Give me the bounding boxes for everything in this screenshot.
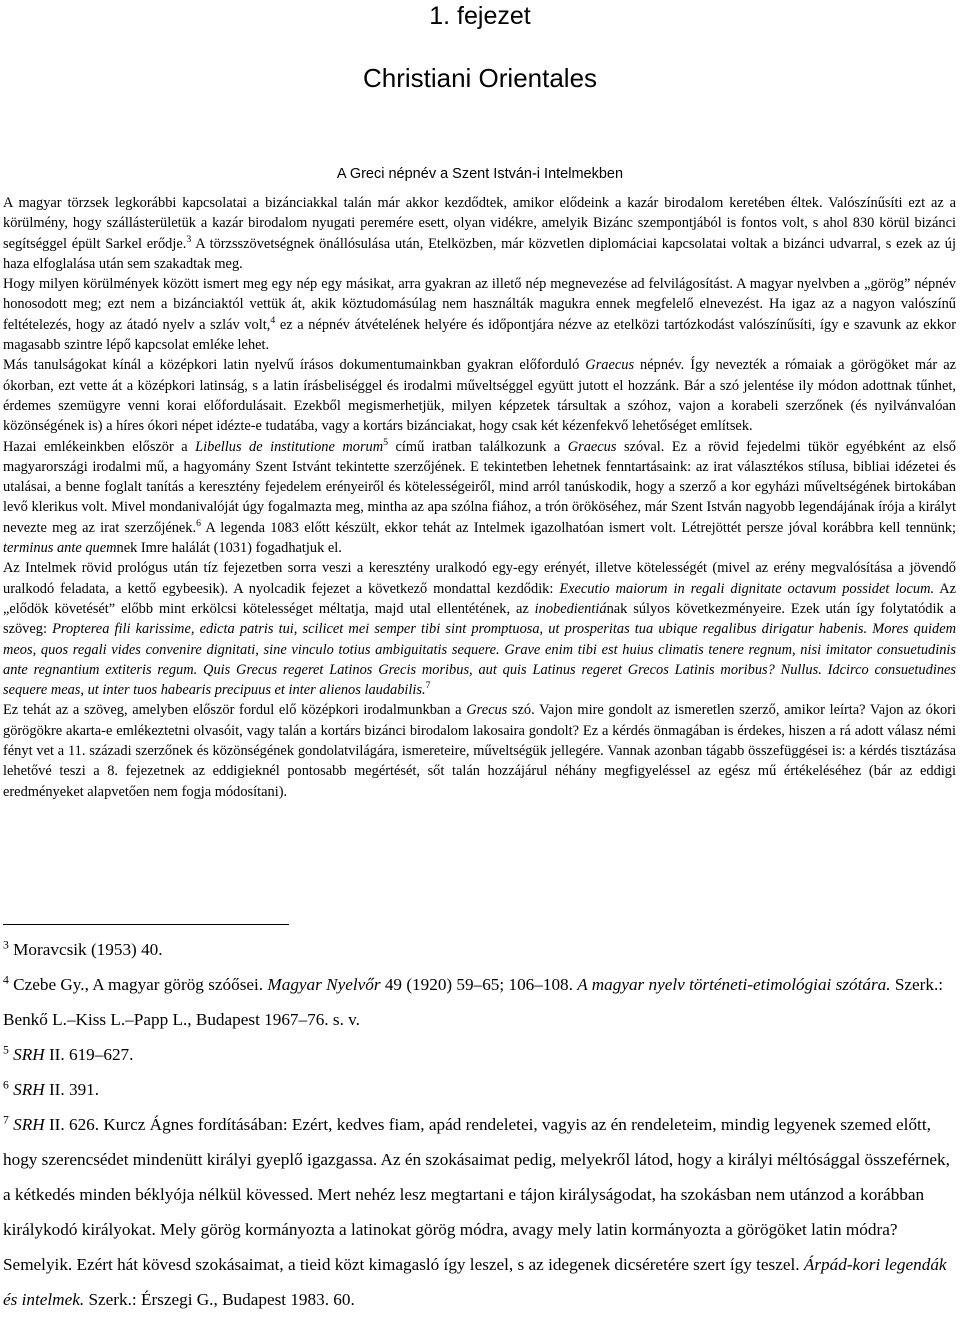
text-run: Szerk.: Benkő L.–Kiss L.–Papp L., Budapest 1967–76. s. v. <box>3 975 944 1029</box>
text-run: nak súlyos következményeire. Ezek után így folytatódik a szöveg: <box>3 600 956 638</box>
text-run: A legenda 1083 előtt készült, ekkor tehát az Intelmek igazolhatóan ismert volt. Létrejöttét persze jóval korábbra kell tennünk; <box>200 519 956 536</box>
text-run: Az Intelmek rövid prológus után tíz fejezetben sorra veszi a keresztény uralkodó egy-egy erényét, illetve kötelességét (mivel az erény megvalósítása a jövendő uralkodó feladata, a kettő egybeesik). A nyolcadik fejezet a következő mondattal kezdődik: <box>3 560 956 597</box>
chapter-title: Christiani Orientales <box>362 63 598 93</box>
footnote-5 <box>3 1037 958 1072</box>
footnote-separator <box>3 924 289 925</box>
italic-term: A magyar nyelv történeti-etimológiai szótára. <box>577 975 891 994</box>
footnote-number: 6 <box>3 1078 9 1092</box>
paragraph-4 <box>3 437 956 559</box>
italic-term: Graecus <box>585 357 635 374</box>
chapter-heading: 1. fejezet <box>429 2 531 30</box>
italic-term: Graecus <box>567 438 617 455</box>
footnote-number: 4 <box>3 973 9 987</box>
footnotes <box>3 932 958 1317</box>
footnote-number: 7 <box>3 1113 9 1127</box>
text-run: népnév. Így nevezték a rómaiak a görögöket már az ókorban, ezt vette át a középkori latinság, s a latin írásbeliséggel és irodalmi műveltséggel együtt jutott el hozzánk. Bár a szó jelentése ily módon adottnak tűnhet, érdemes szemügyre venni korai előfordulásait. Ezekből megismerhetjük, milyen képzetek társultak a szóhoz, vajon a korabeli szerzőnek (és nyilvánvalóan közönségének is) a híres ókori népet idézte-e tudatába, vagy a kortárs bizánciakat, hogy csak két kézenfekvő lehetőséget említsek. <box>3 357 956 435</box>
footnote-ref-6[interactable]: 6 <box>196 517 201 529</box>
text-run: 49 (1920) 59–65; 106–108. <box>380 975 578 994</box>
italic-term: Libellus de institutione morum <box>195 438 384 455</box>
footnote-ref-4[interactable]: 4 <box>270 314 276 326</box>
footnote-ref-5[interactable]: 5 <box>383 436 389 448</box>
text-run: Szerk.: Érszegi G., Budapest 1983. 60. <box>84 1290 355 1309</box>
italic-term: Árpád-kori legendák és intelmek. <box>3 1255 947 1309</box>
text-run: Más tanulságokat kínál a középkori latin nyelvű írásos dokumentumainkban gyakran előforduló <box>3 357 586 374</box>
footnote-3 <box>3 932 958 967</box>
italic-term: terminus ante quem <box>3 540 117 557</box>
text-run: Ez tehát az a szöveg, amelyben először fordul elő középkori irodalmunkban a <box>3 702 467 719</box>
italic-quote: Executio maiorum in regali dignitate octavum possidet locum. <box>559 580 935 597</box>
italic-term: Grecus <box>466 702 508 719</box>
italic-term: SRH <box>13 1045 45 1064</box>
text-run: A törzsszövetségnek önállósulása után, Etelközben, már közvetlen diplomáciai kapcsolatai voltak a bizánci udvarral, s ezek az új haza elfoglalása után sem szakadtak meg. <box>3 235 956 272</box>
paragraph-5 <box>3 558 956 700</box>
text-run: II. 619–627. <box>44 1045 134 1064</box>
text-run: Hogy milyen körülmények között ismert meg egy nép egy másikat, arra gyakran az illető nép megnevezése ad felvilágosítást. A magyar nyelvben a „görög” népnév honosodott meg; ezt nem a bizánciaktól vettük át, akik köztudomásúlag nem használták magukra ennek megfelelő elnevezést. Ha igaz az a nagyon valószínű feltételezés, hogy az átadó nyelv a szláv volt, <box>3 276 956 333</box>
text-run: II. 626. Kurcz Ágnes fordításában: Ezért, kedves fiam, apád rendeletei, vagyis az én rendeleteim, mindig legyenek szemed előtt, hogy szerencsédet mindenütt királyi gyeplő igazgassa. Az én szokásaimat pedig, melyekről látod, hogy a királyi méltósággal összeférnek, a kétkedés minden béklyója nélkül kövessed. Mert nehéz lesz megtartani e tájon királyságodat, ha szokásban nem utánzod a korábban királykodó királyokat. Mely görög kormányozta a latinokat görög módra, avagy mely latin kormányozta a görögöket latin módra? Semelyik. Ezért hát kövesd szokásaimat, a tieid közt kimagasló így leszel, s az idegenek dicséretére szert így teszel. <box>3 1115 950 1274</box>
italic-term: inobedientiá <box>534 600 607 617</box>
footnote-6 <box>3 1072 958 1107</box>
text-run: A magyar törzsek legkorábbi kapcsolatai a bizánciakkal talán már akkor kezdődtek, amikor elődeink a kazár birodalom keretében éltek. Valószínűsíti ezt az a körülmény, hogy szállásterületük a kazár birodalom nyugati peremére esett, olyan vidékre, amelyik Bizánc szempontjából is fontos volt, s ahol 830 körül bizánci segítséggel épült Sarkel erődje. <box>3 195 956 252</box>
text-run: Hazai emlékeinkben először a <box>3 438 196 455</box>
text-run: című iratban találkozunk a <box>388 438 568 455</box>
footnote-4 <box>3 967 958 1037</box>
italic-term: Magyar Nyelvőr <box>267 975 381 994</box>
text-run: ez a népnév átvételének helyére és időpontjára nézve az etelközi tartózkodást valószínűsíti, így e szavunk az ekkor magasabb szintre lépő kapcsolat emléke lehet. <box>3 316 956 354</box>
text-run: nek Imre halálát (1031) fogadhatjuk el. <box>116 540 342 557</box>
paragraph-1 <box>3 193 956 274</box>
body-text <box>3 193 956 802</box>
text-run: szóval. Ez a rövid fejedelmi tükör egyébként az első magyarországi irodalmi mű, a hagyomány Szent Istvánt tekintette szerzőjének. E tekintetben lehetnek fenntartásaink: az irat választékos stílusa, bibliai idézetei és utalásai, a benne foglalt tanítás a keresztény fejedelem erényeiről és kötelességeiről, mind arról tanúskodik, hogy a szerző a kor egyházi műveltségének birtokában levő klerikus volt. Mivel mondanivalóját úgy fogalmazta meg, mintha az apa szólna fiához, a trón örököséhez, már Szent István nagyobb legendájának írója a királyt nevezte meg az irat szerzőjének. <box>3 438 956 536</box>
footnote-ref-7[interactable]: 7 <box>425 680 431 692</box>
footnote-7 <box>3 1107 958 1317</box>
text-run: Moravcsik (1953) 40. <box>8 940 163 959</box>
footnote-ref-3[interactable]: 3 <box>186 233 192 245</box>
text-run: Az „elődök követését” előbb mint erkölcsi kötelességet méltatja, majd utal ellentétének, az <box>3 580 956 617</box>
italic-term: SRH <box>13 1115 45 1134</box>
italic-quote: Propterea fili karissime, edicta patris tui, scilicet mei semper tibi sint promptuosa, ut prosperitas tua ubique regalibus dirigatur habenis. Mores quidem meos, quos regali vides convenire dignitati, sine vinculo totius ambiguitatis sequere. Grave enim tibi est huius climatis tenere regnum, nisi imitator consuetudinis ante regnantium extiteris regum. Quis Grecus regeret Latinos Grecis moribus, aut quis Latinus regeret Grecos Latinis moribus? Nullus. Idcirco consuetudines sequere meas, ut inter tuos habearis precipuus et inter alienos laudabilis. <box>3 621 956 699</box>
text-run: II. 391. <box>44 1080 100 1099</box>
italic-term: SRH <box>13 1080 45 1099</box>
text-run: szó. Vajon mire gondolt az ismeretlen szerző, amikor leírta? Vajon az ókori görögökre akarta-e emlékeztetni olvasóit, vagy talán a kortárs bizánci birodalom lakosaira gondolt? Ez a kérdés önmagában is érdekes, hiszen a rá adott válasz némi fényt vet a 11. századi szerzőnek és közönségének gondolatvilágára, ismereteire, műveltségük jellegére. Vannak azonban tágabb összefüggései is: a kérdés tisztázása lehetővé teszi a 8. fejezetnek az eddigieknél pontosabb megértését, sőt talán hozzájárul néhány megfigyeléssel az egész mű értékeléséhez (bár az eddigi eredményeket alapvetően nem fogja módosítani). <box>3 702 956 800</box>
text-run: Czebe Gy., A magyar görög szóősei. <box>8 975 268 994</box>
section-subtitle: A Greci népnév a Szent István-i Intelmekben <box>336 166 624 182</box>
paragraph-2 <box>3 274 956 355</box>
footnote-number: 5 <box>3 1043 9 1057</box>
footnote-number: 3 <box>3 938 9 952</box>
paragraph-6 <box>3 700 956 801</box>
paragraph-3 <box>3 355 956 436</box>
